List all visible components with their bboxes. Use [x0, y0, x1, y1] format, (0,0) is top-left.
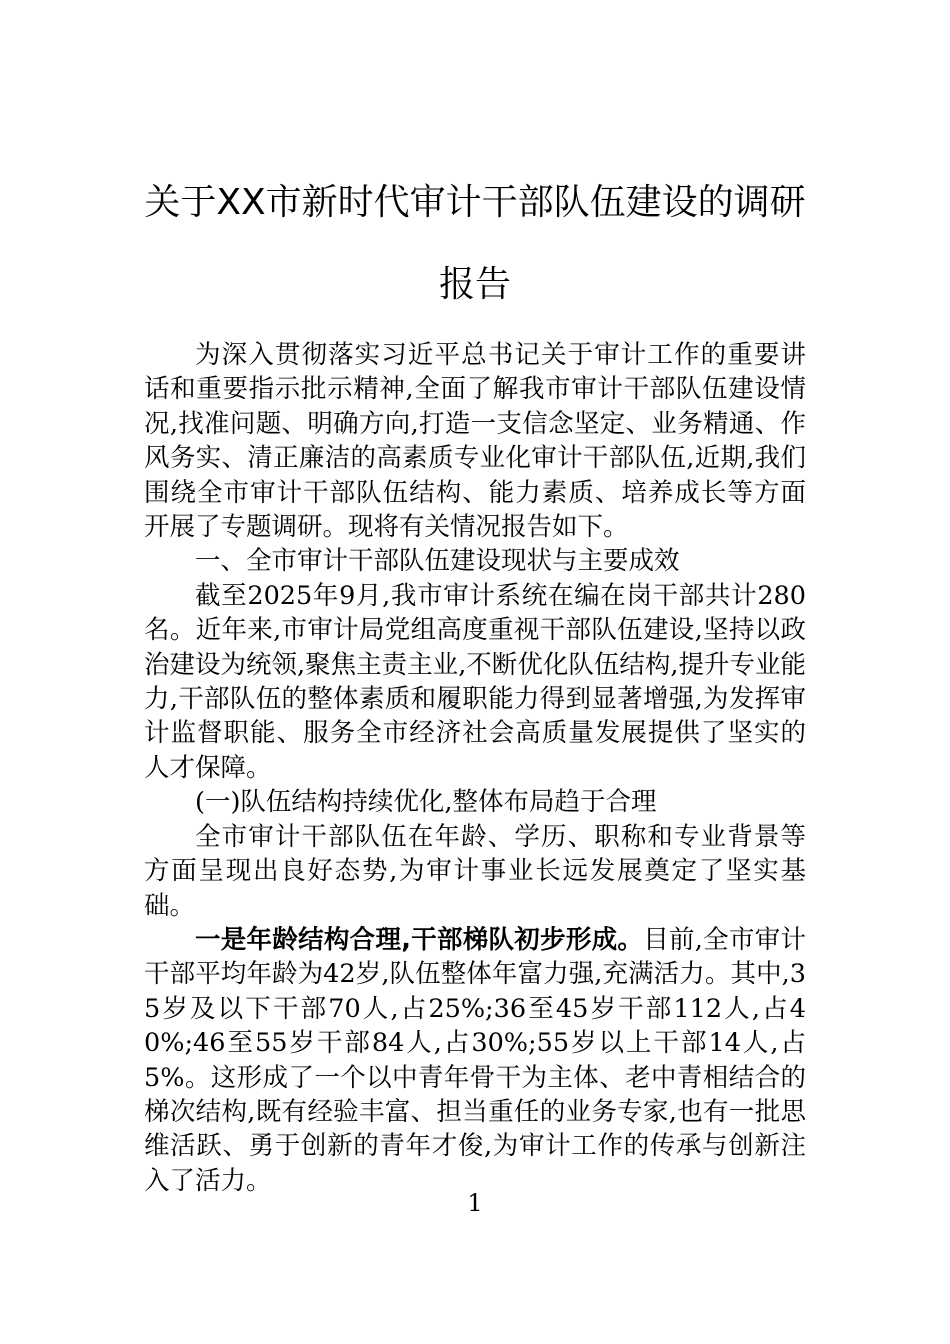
title-line-2: 报告 — [438, 264, 511, 305]
document-title — [120, 162, 830, 326]
point-1-paragraph — [144, 923, 806, 1198]
section-1-heading: 一、全市审计干部队伍建设现状与主要成效 — [195, 546, 680, 577]
subsection-1-paragraph: 全市审计干部队伍在年龄、学历、职称和专业背景等方面呈现出良好态势,为审计事业长远发展奠定了坚实基础。 — [144, 821, 806, 921]
subsection-1-heading: (一)队伍结构持续优化,整体布局趋于合理 — [195, 787, 657, 818]
point-1-body: 目前,全市审计干部平均年龄为42岁,队伍整体年富力强,充满活力。其中,35岁及以下干部70人,占25%;36至45岁干部112人,占40%;46至55岁干部84人,占30%;55岁以上干部14人,占5%。这形成了一个以中青年骨干为主体、老中青相结合的梯次结构,既有经验丰富、担当重任的业务专家,也有一批思维活跃、勇于创新的青年才俊,为审计工作的传承与创新注入了活力。 — [144, 924, 806, 1196]
title-line-1: 关于XX市新时代审计干部队伍建设的调研 — [144, 182, 806, 223]
section-1-paragraph: 截至2025年9月,我市审计系统在编在岗干部共计280名。近年来,市审计局党组高度重视干部队伍建设,坚持以政治建设为统领,聚焦主责主业,不断优化队伍结构,提升专业能力,干部队伍的整体素质和履职能力得到显著增强,为发挥审计监督职能、服务全市经济社会高质量发展提供了坚实的人才保障。 — [144, 580, 806, 783]
intro-paragraph: 为深入贯彻落实习近平总书记关于审计工作的重要讲话和重要指示批示精神,全面了解我市审计干部队伍建设情况,找准问题、明确方向,打造一支信念坚定、业务精通、作风务实、清正廉洁的高素质专业化审计干部队伍,近期,我们围绕全市审计干部队伍结构、能力素质、培养成长等方面开展了专题调研。现将有关情况报告如下。 — [144, 340, 806, 543]
document-body — [144, 338, 806, 1198]
point-1-lead: 一是年龄结构合理,干部梯队初步形成。 — [195, 924, 644, 955]
page-number: 1 — [467, 1189, 483, 1217]
